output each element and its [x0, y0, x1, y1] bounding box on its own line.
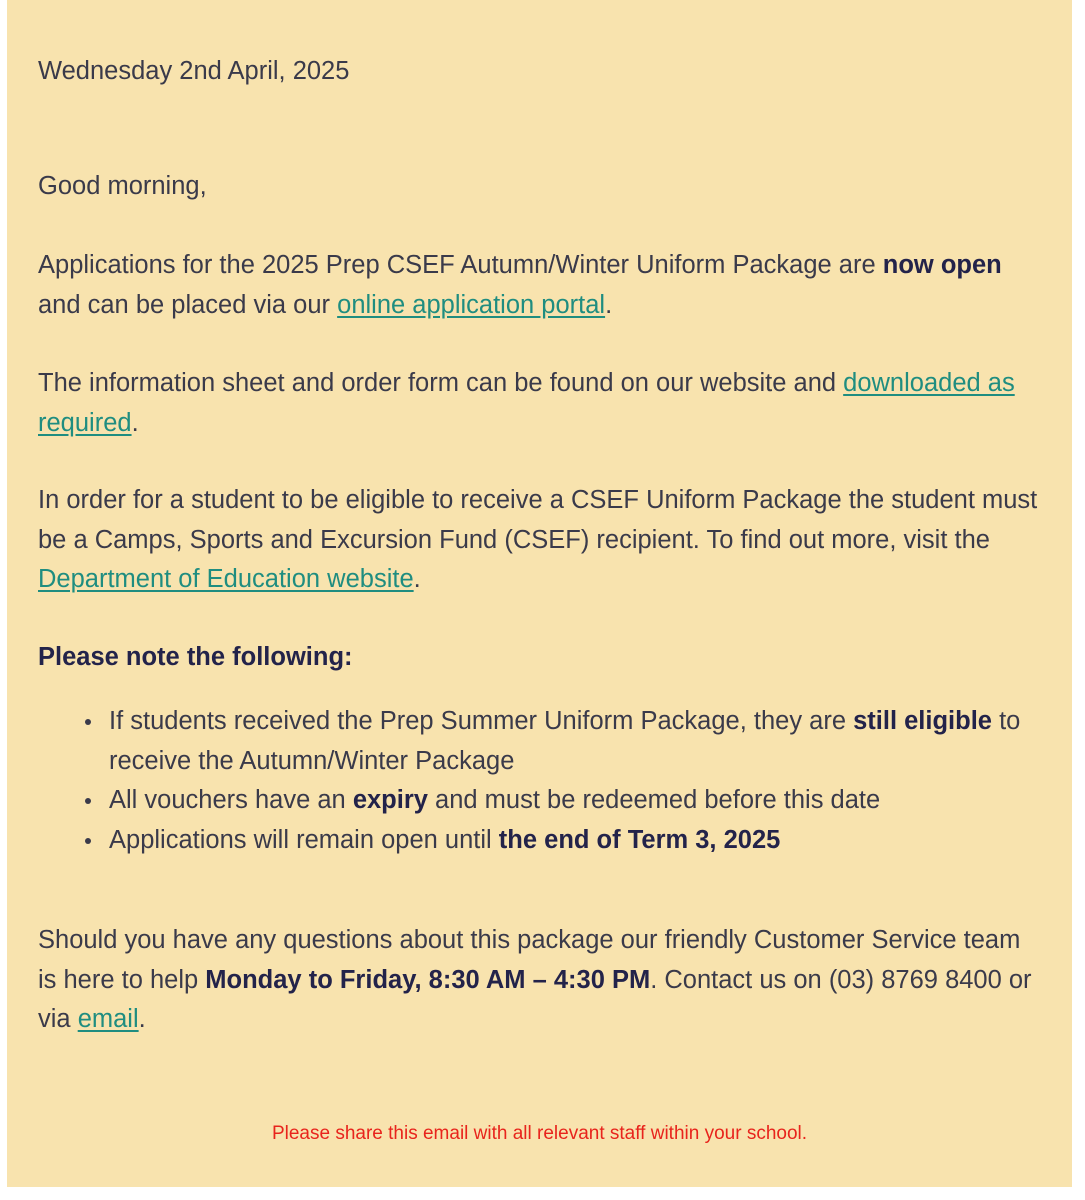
bold-now-open: now open [882, 251, 1002, 279]
note-item [109, 781, 1032, 821]
paragraph-text: . [131, 408, 139, 437]
paragraph-text: The information sheet and order form can be found on our website and [38, 369, 844, 397]
email-link[interactable]: email [77, 1005, 139, 1033]
bold-opening-hours: Monday to Friday, 8:30 AM – 4:30 PM [205, 965, 651, 994]
note-bold: the end of Term 3, 2025 [498, 825, 781, 854]
share-notice: Please share this email with all relevant staff within your school. [271, 1123, 808, 1144]
department-of-education-link[interactable]: Department of Education website [38, 565, 414, 593]
paragraph-applications-open [38, 246, 1044, 325]
note-text: All vouchers have an [109, 786, 353, 814]
paragraph-text: . Contact us on (03) 8769 8400 or via [38, 965, 1032, 1033]
paragraph-text: Should you have any questions about this package our friendly Customer Service team is here to help [38, 926, 1021, 994]
paragraph-text: . [605, 290, 613, 319]
paragraph-eligibility [38, 481, 1044, 600]
download-forms-link[interactable]: downloaded as required [38, 369, 1015, 437]
note-item [109, 821, 1032, 861]
paragraph-information-sheet [38, 364, 1044, 443]
note-bold: expiry [352, 786, 428, 814]
note-bold: still eligible [853, 707, 992, 735]
note-text: and must be redeemed before this date [427, 786, 881, 814]
note-text: to receive the Autumn/Winter Package [109, 707, 1021, 775]
note-text: If students received the Prep Summer Uniform Package, they are [109, 707, 854, 735]
paragraph-text: Applications for the 2025 Prep CSEF Autumn/Winter Uniform Package are [38, 251, 883, 279]
email-body [7, 0, 1072, 1187]
online-application-portal-link[interactable]: online application portal [337, 290, 606, 319]
paragraph-text: . [413, 565, 421, 593]
paragraph-text: In order for a student to be eligible to receive a CSEF Uniform Package the student must be a Camps, Sports and Excursion Fund (CSEF) recipient. To find out more, visit the [38, 486, 1038, 554]
paragraph-text: and can be placed via our [38, 290, 338, 319]
paragraph-contact [38, 921, 1044, 1040]
greeting: Good morning, [38, 172, 207, 200]
note-item [109, 702, 1032, 781]
notes-heading: Please note the following: [38, 643, 353, 671]
note-text: Applications will remain open until [109, 825, 499, 854]
paragraph-text: . [138, 1005, 146, 1033]
notes-list [38, 702, 1032, 860]
email-date: Wednesday 2nd April, 2025 [38, 57, 350, 85]
